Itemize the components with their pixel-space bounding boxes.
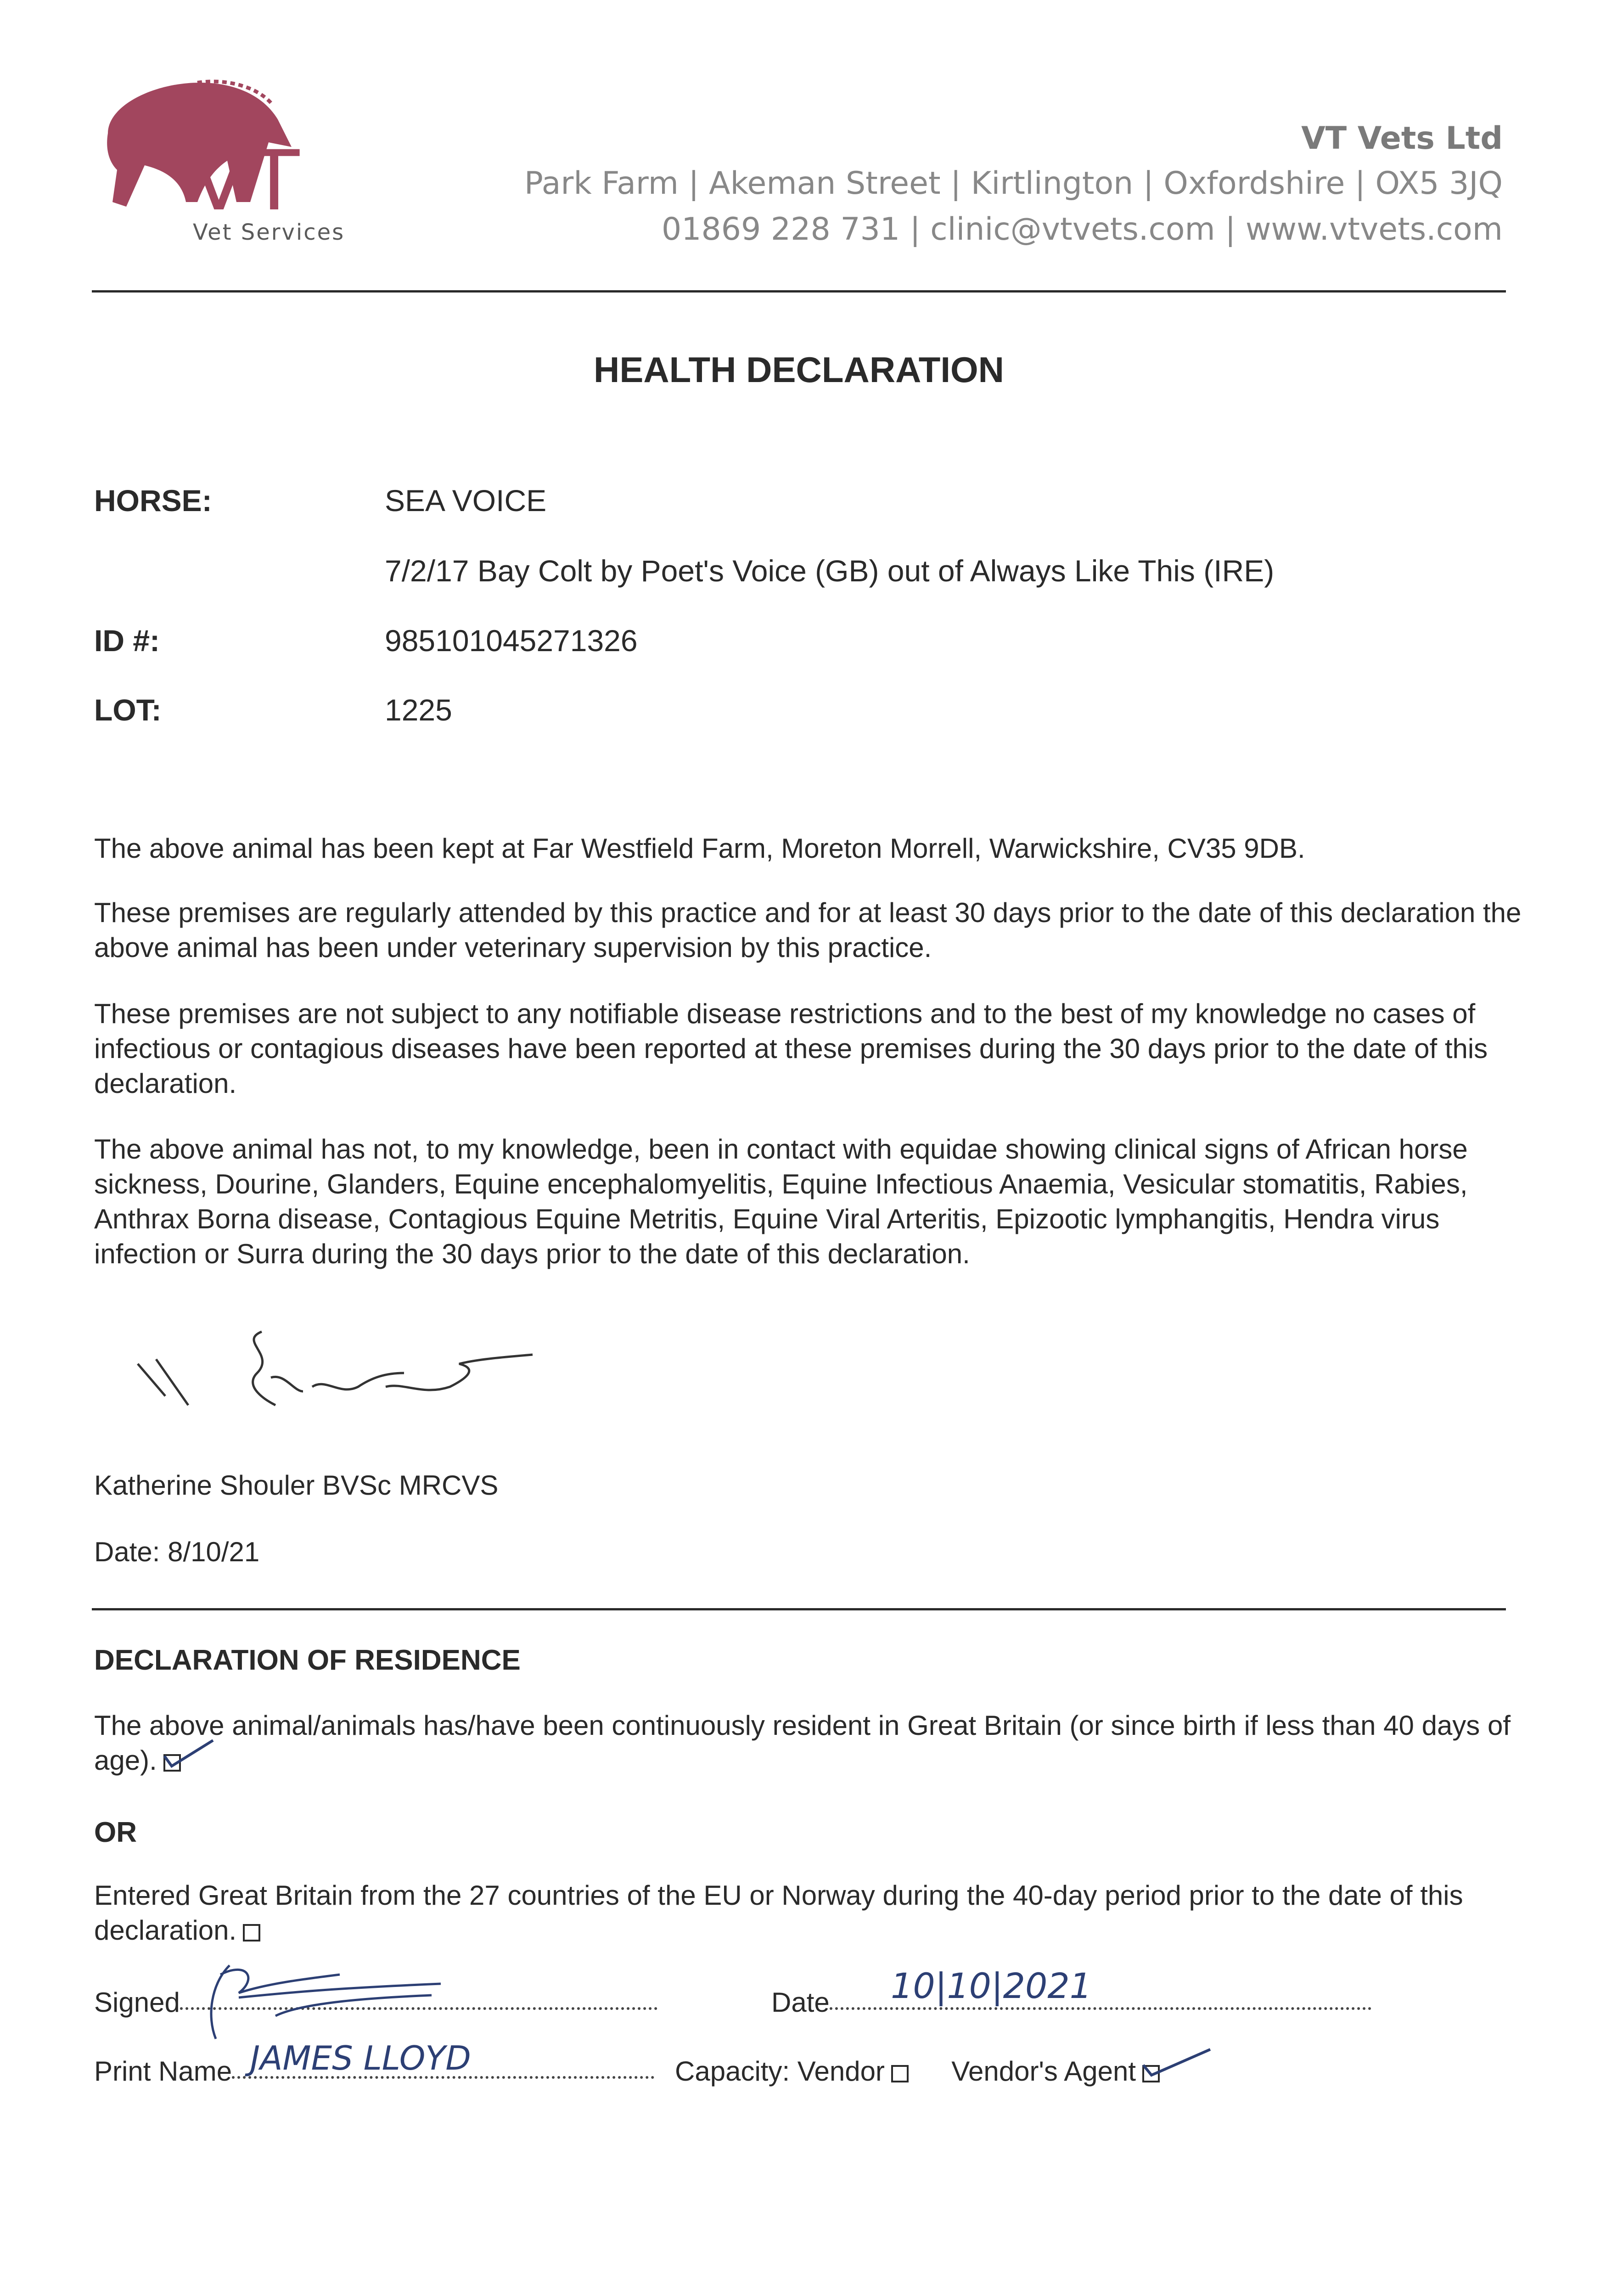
company-name: VT Vets Ltd (1301, 120, 1503, 157)
paragraph-supervision (94, 895, 1527, 965)
residence-option-2-checkbox[interactable] (243, 1924, 260, 1941)
signed-label: Signed (94, 1987, 180, 2018)
logo-vt-text: VT (191, 133, 302, 229)
horse-name: SEA VOICE (385, 484, 547, 518)
date-field[interactable] (830, 2007, 1371, 2010)
paragraph-text: These premises are regularly attended by this practice and for at least 30 days prior to the date of this declaration the above animal has been under veterinary supervision by this practice. (94, 897, 1522, 963)
paragraph-text: These premises are not subject to any notifiable disease restrictions and to the best of my knowledge no cases of infectious or contagious diseases have been reported at these premises during the 30 days prior to the date of this declaration. (94, 998, 1488, 1099)
residence-option-1 (94, 1708, 1527, 1778)
vet-name: Katherine Shouler BVSc MRCVS (94, 1470, 499, 1501)
date-label: Date (771, 1987, 830, 2018)
or-label: OR (94, 1817, 137, 1848)
residence-heading: DECLARATION OF RESIDENCE (94, 1644, 521, 1676)
vendors-agent-label: Vendor's Agent (951, 2056, 1136, 2087)
id-label: ID #: (94, 624, 160, 658)
horse-label: HORSE: (94, 484, 212, 518)
tick-mark-icon (1141, 2047, 1215, 2088)
logo-subtitle: Vet Services (193, 219, 345, 245)
horse-description: 7/2/17 Bay Colt by Poet's Voice (GB) out of Always Like This (IRE) (385, 554, 1275, 588)
company-contact: 01869 228 731 | clinic@vtvets.com | www.vtvets.com (661, 211, 1503, 248)
handwritten-date: 10|10|2021 (891, 1965, 1092, 2006)
residence-option-2-text: Entered Great Britain from the 27 countries of the EU or Norway during the 40-day period prior to the date of this declaration. (94, 1880, 1463, 1946)
lot-number: 1225 (385, 693, 452, 727)
tick-mark-icon (163, 1738, 218, 1779)
capacity-vendor-checkbox[interactable] (891, 2065, 909, 2082)
company-address: Park Farm | Akeman Street | Kirtlington | Oxfordshire | OX5 3JQ (524, 165, 1503, 202)
vet-signature-scribble (129, 1313, 542, 1424)
paragraph-text: The above animal has been kept at Far Westfield Farm, Moreton Morrell, Warwickshire, CV35 9DB. (94, 833, 1305, 864)
residence-option-1-text: The above animal/animals has/have been continuously resident in Great Britain (or since birth if less than 40 days of age). (94, 1710, 1511, 1776)
header-divider (92, 290, 1506, 293)
capacity-vendor-label: Capacity: Vendor (675, 2056, 885, 2087)
capacity-row (675, 2055, 1160, 2087)
print-name-label: Print Name (94, 2056, 232, 2087)
paragraph-disease-contact (94, 1132, 1527, 1272)
vet-date: Date: 8/10/21 (94, 1536, 260, 1567)
paragraph-premises (94, 831, 1527, 866)
handwritten-print-name: JAMES LLOYD (250, 2039, 471, 2077)
paragraph-text: The above animal has not, to my knowledge, been in contact with equidae showing clinical signs of African horse sickness, Dourine, Glanders, Equine encephalomyelitis, Equine Infectious Anaemia, Vesicular stomatitis, Rabies, Anthrax Borna disease, Contagious Equine Metritis, Equine Viral Arteritis, Epizootic lymphangitis, Hendra virus infection or Surra during the 30 days prior to the date of this declaration. (94, 1134, 1468, 1269)
residence-option-1-checkbox[interactable] (163, 1754, 181, 1772)
section-divider (92, 1608, 1506, 1610)
document-title: HEALTH DECLARATION (593, 349, 1005, 390)
vendors-agent-checkbox[interactable] (1142, 2065, 1160, 2082)
paragraph-restrictions (94, 996, 1527, 1101)
lot-label: LOT: (94, 693, 162, 727)
residence-option-2 (94, 1878, 1527, 1948)
horse-id: 985101045271326 (385, 624, 638, 658)
